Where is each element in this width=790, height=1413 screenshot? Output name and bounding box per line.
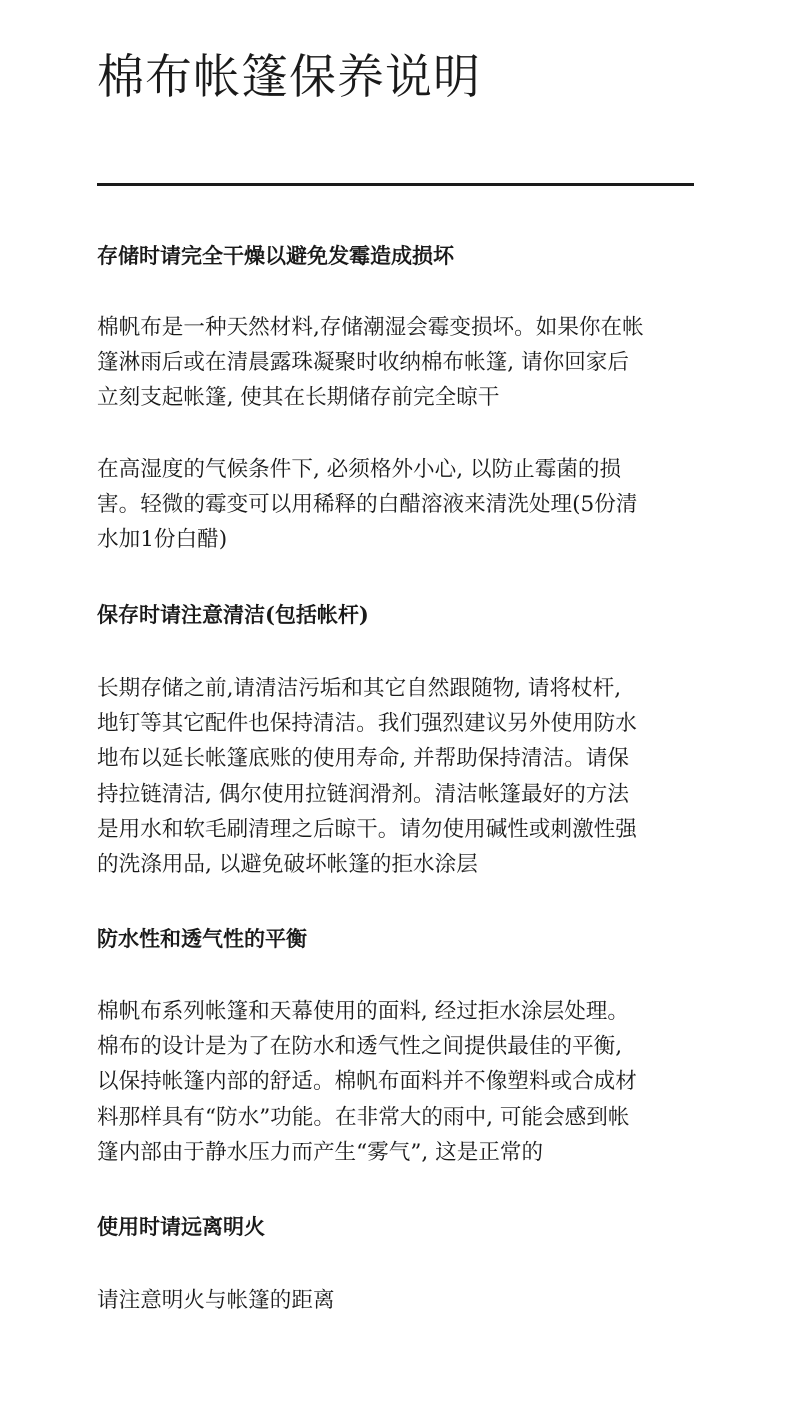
text-line: 棉布的设计是为了在防水和透气性之间提供最佳的平衡, xyxy=(97,1034,623,1060)
text-line: 篷内部由于静水压力而产生“雾气”, 这是正常的 xyxy=(97,1139,544,1165)
text-line: 棉帆布系列帐篷和天幕使用的面料, 经过拒水涂层处理。 xyxy=(97,999,629,1024)
text-line: 立刻支起帐篷, 使其在长期储存前完全晾干 xyxy=(97,385,500,411)
text-line: 地布以延长帐篷底账的使用寿命, 并帮助保持清洁。请保 xyxy=(97,746,629,772)
text-line: 请注意明火与帐篷的距离 xyxy=(97,1288,335,1313)
paragraph-dry-storage xyxy=(97,310,695,416)
title-divider xyxy=(97,183,694,186)
text-line: 水加1份白醋) xyxy=(97,527,228,553)
section-heading-cleaning: 保存时请注意清洁(包括帐杆) xyxy=(97,602,369,627)
page-title: 棉布帐篷保养说明 xyxy=(97,50,481,105)
paragraph-cleaning xyxy=(97,671,695,882)
section-heading-open-flame: 使用时请远离明火 xyxy=(97,1214,265,1239)
text-line: 以保持帐篷内部的舒适。棉帆布面料并不像塑料或合成材 xyxy=(97,1069,637,1095)
text-line: 料那样具有“防水”功能。在非常大的雨中, 可能会感到帐 xyxy=(97,1104,630,1130)
paragraph-waterproof-breathability xyxy=(97,994,695,1170)
paragraph-open-flame xyxy=(97,1283,695,1318)
section-heading-waterproof-breathability: 防水性和透气性的平衡 xyxy=(97,926,307,951)
text-line: 害。轻微的霉变可以用稀释的白醋溶液来清洗处理(5份清 xyxy=(97,492,638,518)
text-line: 地钉等其它配件也保持清洁。我们强烈建议另外使用防水 xyxy=(97,711,637,737)
text-line: 在高湿度的气候条件下, 必须格外小心, 以防止霉菌的损 xyxy=(97,457,622,482)
text-line: 是用水和软毛刷清理之后晾干。请勿使用碱性或刺激性强 xyxy=(97,816,637,842)
text-line: 长期存储之前,请清洁污垢和其它自然跟随物, 请将杖杆, xyxy=(97,676,622,701)
text-line: 持拉链清洁, 偶尔使用拉链润滑剂。清洁帐篷最好的方法 xyxy=(97,781,629,807)
paragraph-humidity xyxy=(97,452,695,558)
text-line: 棉帆布是一种天然材料,存储潮湿会霉变损坏。如果你在帐 xyxy=(97,315,644,340)
text-line: 篷淋雨后或在清晨露珠凝聚时收纳棉布帐篷, 请你回家后 xyxy=(97,350,629,376)
section-heading-dry-storage: 存储时请完全干燥以避免发霉造成损坏 xyxy=(97,243,454,268)
text-line: 的洗涤用品, 以避免破坏帐篷的拒水涂层 xyxy=(97,852,478,878)
